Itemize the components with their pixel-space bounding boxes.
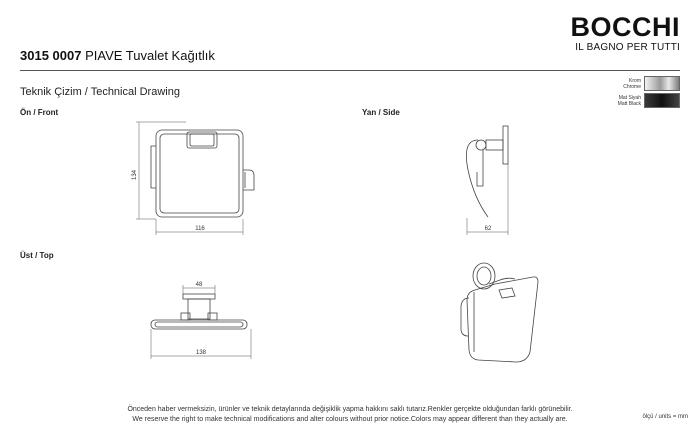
persp-mount-cap xyxy=(499,288,515,298)
side-wall-plate xyxy=(503,126,508,164)
disclaimer xyxy=(0,405,700,425)
front-view-label: Ön / Front xyxy=(20,108,59,117)
front-view-drawing xyxy=(132,122,254,235)
persp-rosette-inner xyxy=(477,267,491,285)
top-cover-inner xyxy=(155,322,243,327)
front-cover-plate xyxy=(156,130,243,217)
product-name: PIAVE Tuvalet Kağıtlık xyxy=(85,48,215,63)
top-view-label: Üst / Top xyxy=(20,251,54,260)
front-width-dim: 116 xyxy=(195,226,205,232)
top-arm-block xyxy=(188,299,210,319)
brand-tagline: IL BAGNO PER TUTTI xyxy=(575,42,680,53)
front-height-dim: 134 xyxy=(132,169,138,181)
side-hook xyxy=(477,150,483,186)
front-left-arm xyxy=(151,146,156,188)
finish-black-label-tr: Mat Siyah xyxy=(618,94,641,101)
top-wall-plate xyxy=(183,294,215,299)
side-view-drawing xyxy=(466,126,508,235)
section-title: Teknik Çizim / Technical Drawing xyxy=(20,86,180,98)
top-width-dim: 138 xyxy=(195,350,207,356)
disclaimer-tr: Önceden haber vermeksizin, ürünler ve teknik detaylarında değişiklik yapma hakkını saklı tutarız.Renkler gerçekte olduğundan farklı görünebilir. xyxy=(127,406,573,413)
disclaimer-en: We reserve the right to make technical modifications and alter colours without prior notice.Colors may appear different than they actually are. xyxy=(132,416,568,423)
finish-black-label-en: Matt Black xyxy=(617,100,641,107)
side-pivot xyxy=(476,140,486,150)
top-view-drawing xyxy=(151,282,251,359)
front-mount-cap xyxy=(190,134,214,146)
finish-chrome-label-en: Chrome xyxy=(623,83,641,90)
finish-chrome-label-tr: Krom xyxy=(629,77,641,84)
product-code: 3015 0007 xyxy=(20,48,82,63)
perspective-view-drawing xyxy=(461,263,538,362)
top-cover-profile xyxy=(151,320,247,329)
top-base-dim: 48 xyxy=(195,282,203,288)
brand-name: BOCCHI xyxy=(570,12,680,42)
units-note: ölçü / units = mm xyxy=(642,414,688,420)
side-view-label: Yan / Side xyxy=(362,108,400,117)
side-arm xyxy=(486,140,503,150)
side-depth-dim: 62 xyxy=(484,226,492,232)
